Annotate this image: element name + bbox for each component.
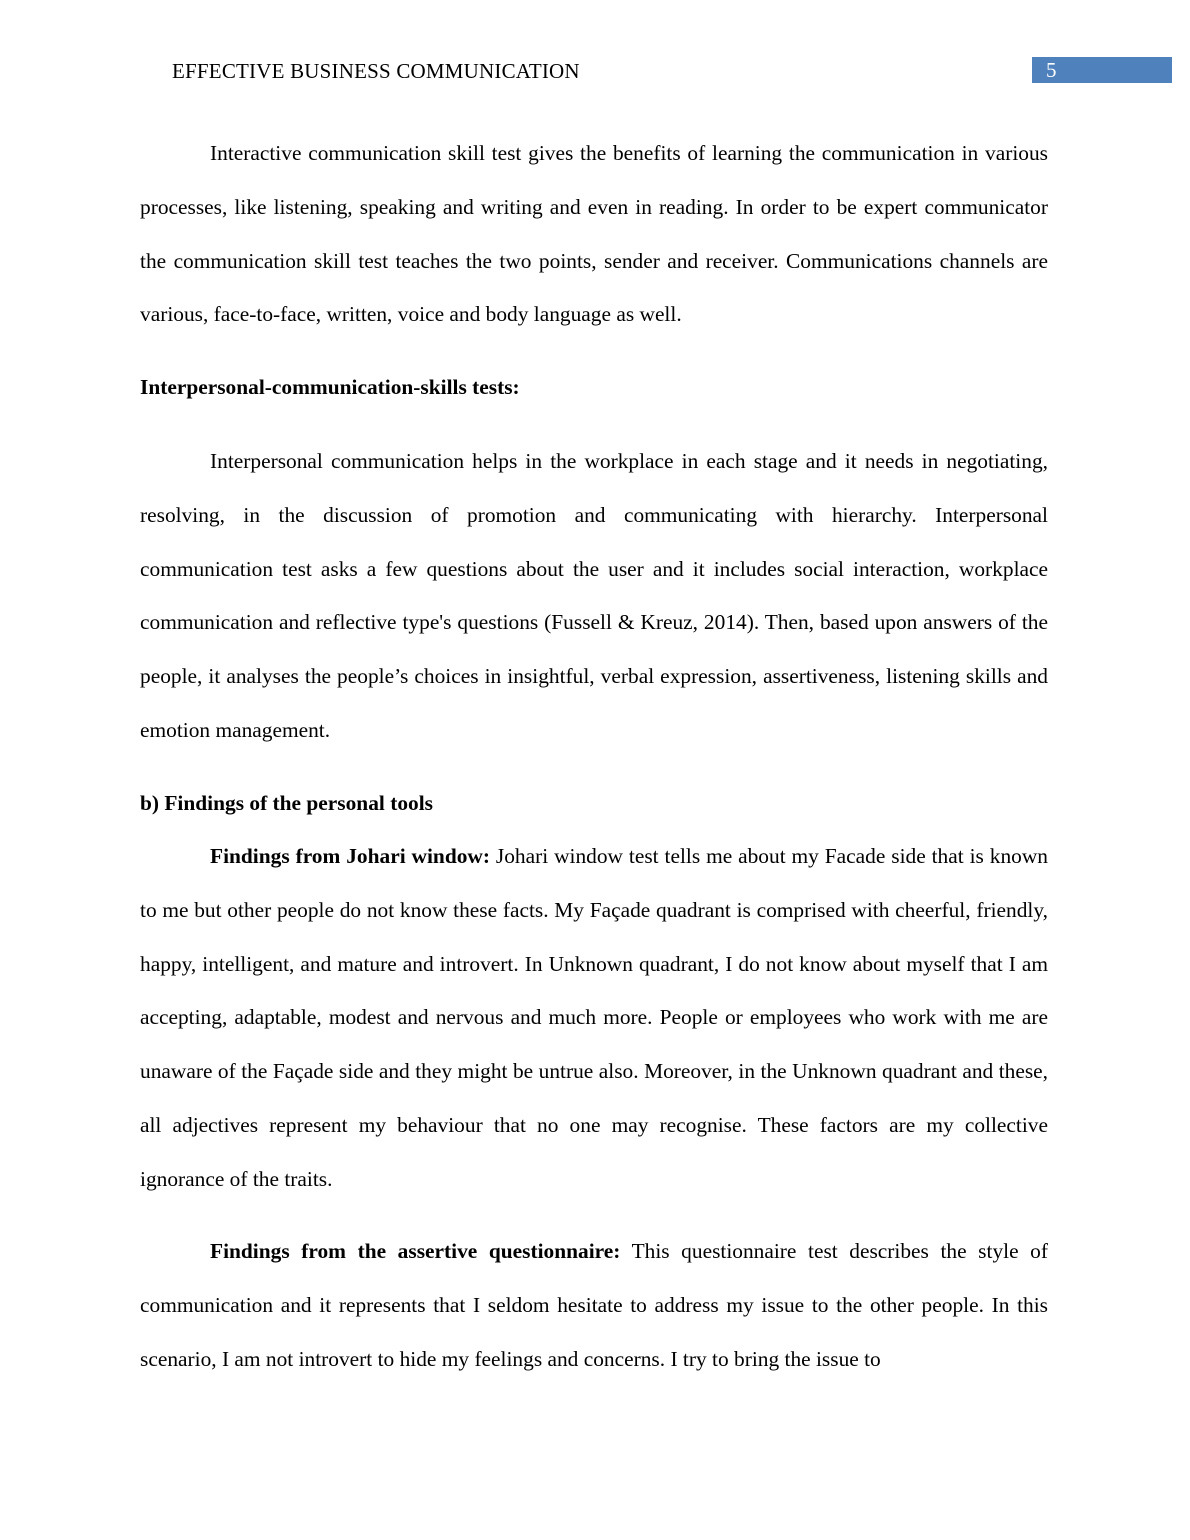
paragraph-assertive-findings <box>140 1225 1048 1386</box>
paragraph-johari-findings <box>140 830 1048 1207</box>
running-head-title: EFFECTIVE BUSINESS COMMUNICATION <box>172 59 580 83</box>
johari-lead-text: Findings from Johari window: <box>210 844 490 868</box>
page-number-box <box>1032 57 1172 83</box>
heading-findings-personal-tools: b) Findings of the personal tools <box>140 791 433 815</box>
assertive-body-text: This questionnaire test describes the style of communication and it represents that I seldom hesitate to address my issue to the other people. In this scenario, I am not introvert to hide my feelings and concerns. I try to bring the issue to <box>140 1239 1048 1371</box>
paragraph-interactive-communication: Interactive communication skill test gives the benefits of learning the communication in various processes, like listening, speaking and writing and even in reading. In order to be expert communicator the communication skill test teaches the two points, sender and receiver. Communications channels are various, face-to-face, written, voice and body language as well. <box>140 141 1048 327</box>
johari-body-text: Johari window test tells me about my Facade side that is known to me but other people do not know these facts. My Façade quadrant is comprised with cheerful, friendly, happy, intelligent, and mature and introvert. In Unknown quadrant, I do not know about myself that I am accepting, adaptable, modest and nervous and much more. People or employees who work with me are unaware of the Façade side and they might be untrue also. Moreover, in the Unknown quadrant and these, all adjectives represent my behaviour that no one may recognise. These factors are my collective ignorance of the traits. <box>140 844 1048 1191</box>
assertive-lead-text: Findings from the assertive questionnaire: <box>210 1239 621 1263</box>
page-number: 5 <box>1046 58 1057 82</box>
paragraph-interpersonal-communication: Interpersonal communication helps in the workplace in each stage and it needs in negotiating, resolving, in the discussion of promotion and communicating with hierarchy. Interpersonal communication test asks a few questions about the user and it includes social interaction, workplace communication and reflective type's questions (Fussell & Kreuz, 2014). Then, based upon answers of the people, it analyses the people’s choices in insightful, verbal expression, assertiveness, listening skills and emotion management. <box>140 449 1048 742</box>
heading-interpersonal-tests: Interpersonal-communication-skills tests: <box>140 375 520 399</box>
